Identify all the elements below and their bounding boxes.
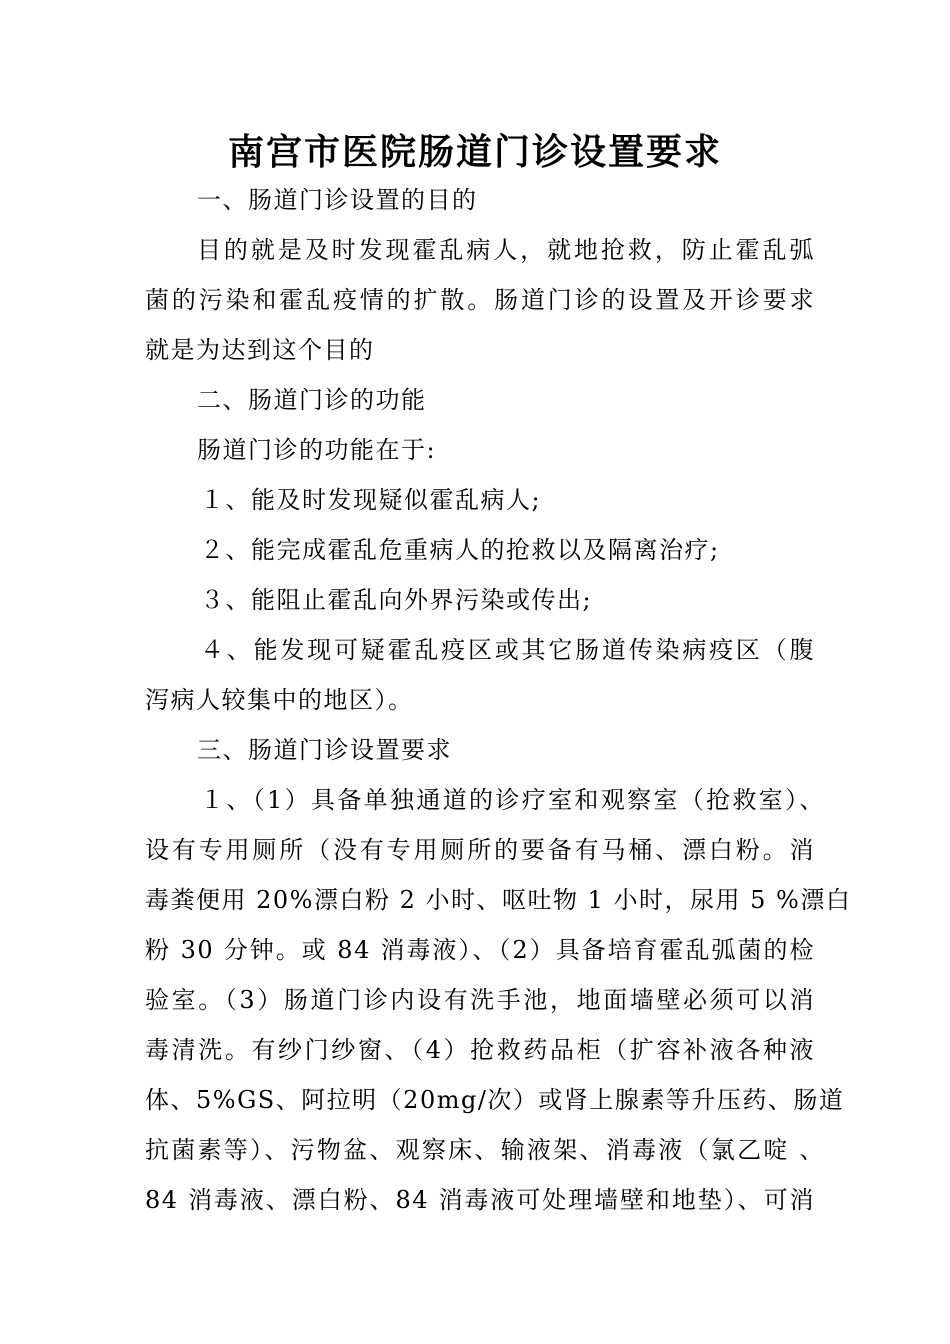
document-title: 南宫市医院肠道门诊设置要求: [227, 131, 722, 173]
paragraph-line: 体、5%GS、阿拉明（20mg/次）或肾上腺素等升压药、肠道: [145, 1086, 845, 1114]
paragraph-line: 粉 30 分钟。或 84 消毒液）、（2）具备培育霍乱弧菌的检: [145, 936, 815, 964]
list-item: ４、能发现可疑霍乱疫区或其它肠道传染病疫区（腹: [200, 636, 815, 664]
paragraph-line: 毒粪便用 20%漂白粉 2 小时、呕吐物 1 小时，尿用 5 %漂白: [145, 886, 852, 914]
section-heading-purpose: 一、肠道门诊设置的目的: [197, 186, 478, 214]
paragraph-line: 设有专用厕所（没有专用厕所的要备有马桶、漂白粉。消: [145, 836, 815, 864]
section-heading-requirements: 三、肠道门诊设置要求: [197, 736, 452, 764]
paragraph-line: 菌的污染和霍乱疫情的扩散。肠道门诊的设置及开诊要求: [145, 286, 815, 314]
list-item-continuation: 泻病人较集中的地区）。: [145, 686, 414, 714]
paragraph-line: 84 消毒液、漂白粉、84 消毒液可处理墙壁和地垫）、可消: [145, 1186, 815, 1214]
paragraph-line: 目的就是及时发现霍乱病人，就地抢救，防止霍乱弧: [197, 236, 815, 264]
list-item: １、能及时发现疑似霍乱病人;: [200, 486, 542, 514]
list-item: ３、能阻止霍乱向外界污染或传出;: [200, 586, 593, 614]
paragraph-line: 毒清洗。有纱门纱窗、（4）抢救药品柜（扩容补液各种液: [145, 1036, 815, 1064]
paragraph-line: 肠道门诊的功能在于:: [197, 436, 437, 464]
list-item: ２、能完成霍乱危重病人的抢救以及隔离治疗;: [200, 536, 720, 564]
paragraph-line: 就是为达到这个目的: [145, 336, 375, 364]
paragraph-line: 抗菌素等）、污物盆、观察床、输液架、消毒液（氯乙啶 、: [145, 1136, 825, 1164]
paragraph-line: 验室。（3）肠道门诊内设有洗手池，地面墙壁必须可以消: [145, 986, 815, 1014]
paragraph-line: １、（1）具备单独通道的诊疗室和观察室（抢救室）、: [200, 786, 825, 814]
section-heading-function: 二、肠道门诊的功能: [197, 386, 427, 414]
